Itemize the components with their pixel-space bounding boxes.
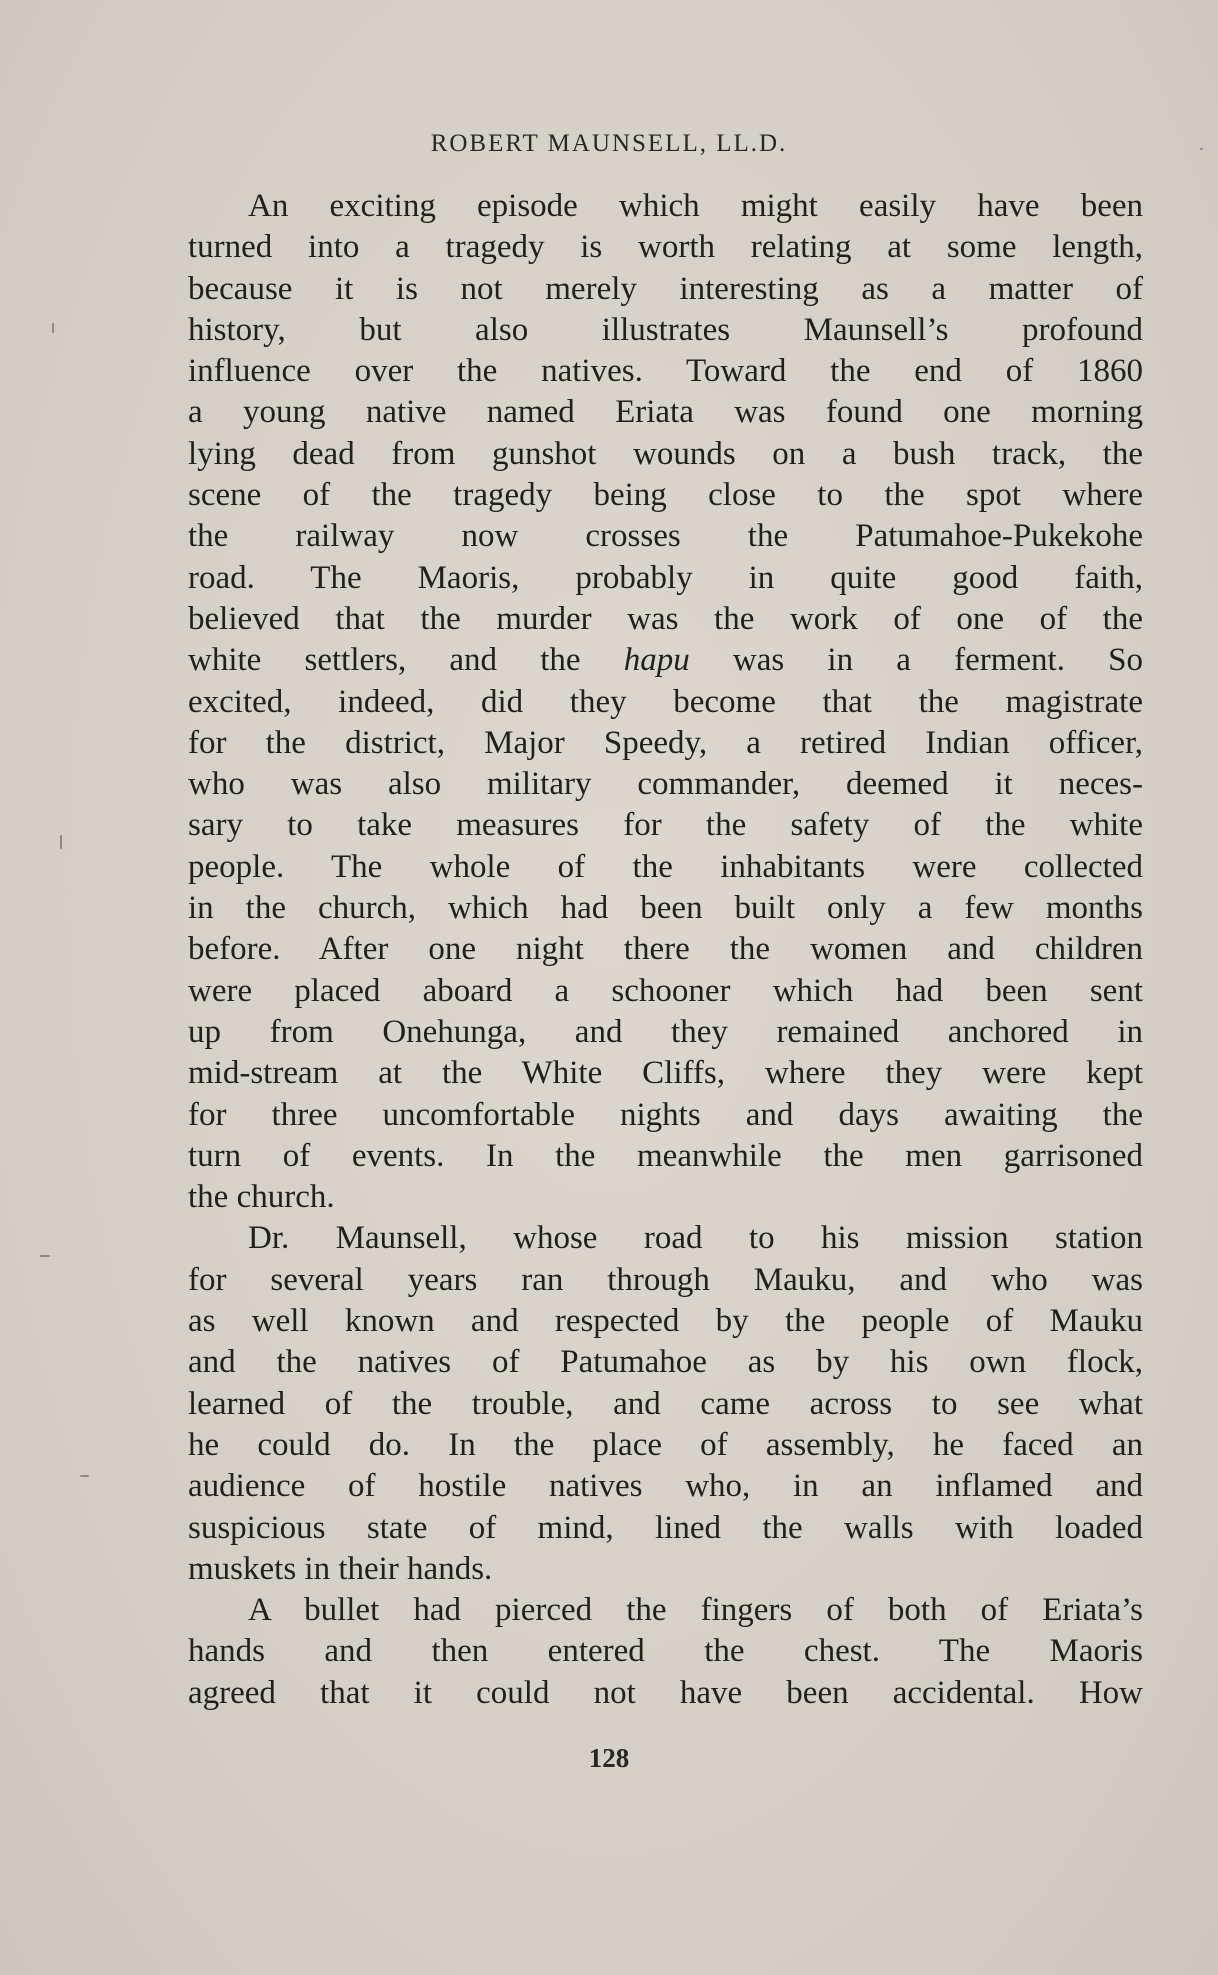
- text-line: as well known and respected by the people of Mauku: [188, 1303, 1143, 1340]
- text-line: history, but also illustrates Maunsell’s profound: [188, 311, 1143, 348]
- text-line: in the church, which had been built only a few months: [188, 890, 1143, 927]
- text-line: muskets in their hands.: [188, 1550, 493, 1587]
- paper-speck: [52, 323, 54, 333]
- text-line: turn of events. In the meanwhile the men garrisoned: [188, 1137, 1143, 1174]
- paper-speck: [40, 1255, 50, 1257]
- text-run: white settlers, and the: [188, 642, 581, 679]
- text-line: and the natives of Patumahoe as by his own flock,: [188, 1344, 1143, 1381]
- text-line: scene of the tragedy being close to the spot where: [188, 477, 1143, 514]
- text-line: he could do. In the place of assembly, he faced an: [188, 1426, 1143, 1463]
- text-line: the railway now crosses the Patumahoe-Pukekohe: [188, 518, 1143, 555]
- text-line: mid-stream at the White Cliffs, where they were kept: [188, 1055, 1143, 1092]
- text-line: for the district, Major Speedy, a retired Indian officer,: [188, 724, 1143, 761]
- text-line: up from Onehunga, and they remained anchored in: [188, 1013, 1143, 1050]
- text-line: turned into a tragedy is worth relating at some length,: [188, 229, 1143, 266]
- text-line: Dr. Maunsell, whose road to his mission station: [248, 1220, 1143, 1257]
- paper-speck: [1200, 148, 1203, 150]
- text-line: for several years ran through Mauku, and who was: [188, 1261, 1143, 1298]
- italic-word-hapu: hapu: [623, 642, 690, 679]
- text-line: who was also military commander, deemed it neces-: [188, 766, 1143, 803]
- text-line: agreed that it could not have been accidental. How: [188, 1674, 1143, 1711]
- text-line: influence over the natives. Toward the end of 1860: [188, 353, 1143, 390]
- text-line: a young native named Eriata was found one morning: [188, 394, 1143, 431]
- text-line: believed that the murder was the work of one of the: [188, 600, 1143, 637]
- page-number: 128: [588, 1743, 630, 1773]
- text-line: lying dead from gunshot wounds on a bush track, the: [188, 435, 1143, 472]
- text-line: because it is not merely interesting as a matter of: [188, 270, 1143, 307]
- text-line: A bullet had pierced the fingers of both of Eriata’s: [248, 1592, 1143, 1629]
- paper-speck: [60, 835, 62, 849]
- text-line: learned of the trouble, and came across to see what: [188, 1385, 1143, 1422]
- text-run: was in a ferment. So: [732, 642, 1143, 679]
- text-line-with-italic: [188, 640, 1143, 681]
- text-line: excited, indeed, did they become that the magistrate: [188, 683, 1143, 720]
- running-head: ROBERT MAUNSELL, LL.D.: [430, 130, 788, 157]
- text-line: suspicious state of mind, lined the walls with loaded: [188, 1509, 1143, 1546]
- paper-speck: [80, 1475, 89, 1477]
- text-line: road. The Maoris, probably in quite good faith,: [188, 559, 1143, 596]
- text-line: the church.: [188, 1179, 335, 1216]
- text-line: hands and then entered the chest. The Maoris: [188, 1633, 1143, 1670]
- text-line: An exciting episode which might easily have been: [248, 188, 1143, 224]
- text-line: for three uncomfortable nights and days awaiting the: [188, 1096, 1143, 1133]
- text-line: were placed aboard a schooner which had been sent: [188, 972, 1143, 1009]
- text-line: before. After one night there the women and children: [188, 931, 1143, 968]
- text-line: audience of hostile natives who, in an inflamed and: [188, 1468, 1143, 1505]
- text-line: people. The whole of the inhabitants were collected: [188, 848, 1143, 885]
- body-text: [188, 186, 1143, 1714]
- text-line: sary to take measures for the safety of the white: [188, 807, 1143, 844]
